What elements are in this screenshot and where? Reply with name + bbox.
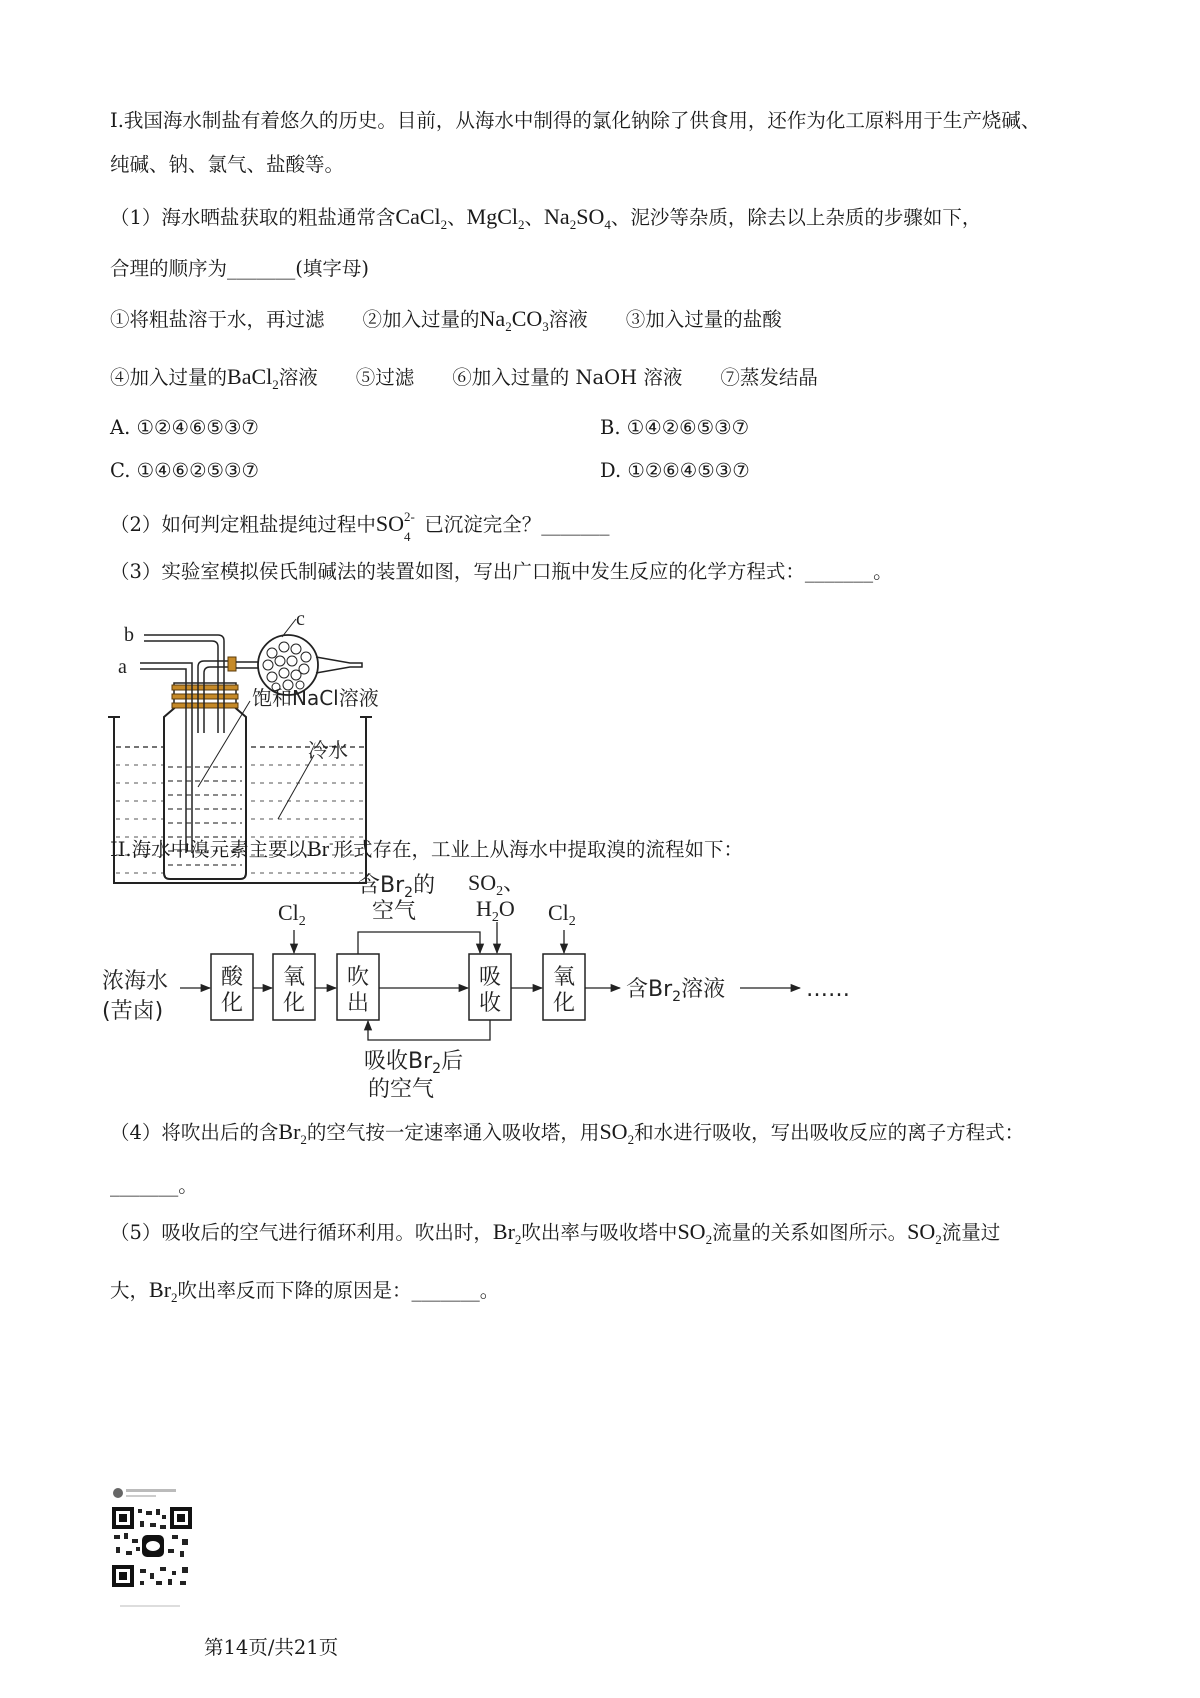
label-a: a bbox=[118, 656, 127, 678]
formula-so4-2minus: SO 2- 4 bbox=[375, 509, 415, 544]
option-c: C. ①④⑥②⑤③⑦ bbox=[110, 459, 259, 482]
flow-ellipsis: …… bbox=[806, 977, 850, 1002]
cl2-label-2: $Cl_2$ bbox=[548, 900, 576, 929]
q1-prefix: （1）海水晒盐获取的粗盐通常含 bbox=[110, 206, 396, 229]
box-oxidize-2-char-1: 氧 bbox=[553, 965, 576, 990]
source-line-2: (苦卤) bbox=[102, 999, 164, 1024]
step-1: ①将粗盐溶于水，再过滤 bbox=[110, 308, 325, 331]
option-b: B. ①④②⑥⑤③⑦ bbox=[600, 416, 750, 439]
part2-stem: II.海水中溴元素主要以Br-形式存在，工业上从海水中提取溴的流程如下： bbox=[110, 835, 743, 861]
formula-br2: $Br_2$ bbox=[278, 1119, 307, 1147]
top-air-line-2: 空气 bbox=[372, 899, 417, 924]
label-nacl-solution: 饱和NaCl溶液 bbox=[252, 686, 379, 710]
top-air-line-1: 含$Br_2$的 bbox=[358, 873, 436, 901]
q5-stem: （5）吸收后的空气进行循环利用。吹出时，$Br_2$吹出率与吸收塔中$SO_2$流量的关系如图所示。$SO_2$流量过 bbox=[110, 1219, 1001, 1247]
q1-suffix: 、泥沙等杂质，除去以上杂质的步骤如下， bbox=[610, 206, 982, 229]
box-acidify-char-2: 化 bbox=[221, 991, 244, 1016]
cl2-label-1: $Cl_2$ bbox=[278, 900, 306, 929]
step-6: ⑥加入过量的 NaOH 溶液 bbox=[452, 366, 683, 389]
box-absorb-char-1: 吸 bbox=[479, 965, 502, 990]
label-c: c bbox=[296, 608, 305, 630]
source-line-1: 浓海水 bbox=[102, 969, 169, 994]
box-absorb-char-2: 收 bbox=[479, 991, 502, 1016]
q1-line-2: 合理的顺序为_______(填字母) bbox=[110, 257, 369, 280]
q1-steps-row-2 bbox=[110, 363, 818, 392]
label-cold-water: 冷水 bbox=[308, 738, 348, 762]
box-oxidize-1-char-2: 化 bbox=[283, 991, 306, 1016]
q3-stem: （3）实验室模拟侯氏制碱法的装置如图，写出广口瓶中发生反应的化学方程式：_______。 bbox=[110, 560, 893, 583]
q1-steps-row-1 bbox=[110, 305, 782, 334]
q4-stem: （4）将吹出后的含$Br_2$的空气按一定速率通入吸收塔，用$SO_2$和水进行吸收，写出吸收反应的离子方程式： bbox=[110, 1119, 1025, 1147]
step-5: ⑤过滤 bbox=[355, 366, 415, 389]
bottom-air-line-2: 的空气 bbox=[368, 1077, 435, 1102]
step-3: ③加入过量的盐酸 bbox=[625, 308, 782, 331]
formula-cacl2: CaCl$_2$ bbox=[395, 204, 448, 232]
intro-line-2: 纯碱、钠、氯气、盐酸等。 bbox=[110, 153, 345, 176]
product-label: 含$Br_2$溶液 bbox=[626, 977, 726, 1005]
q4-line-2: _______。 bbox=[110, 1174, 198, 1197]
formula-br-minus: Br- bbox=[307, 835, 334, 861]
formula-so2: $SO_2$ bbox=[599, 1119, 635, 1147]
formula-mgcl2: MgCl$_2$ bbox=[466, 204, 525, 232]
qr-code-image bbox=[110, 1481, 194, 1635]
box-oxidize-2-char-2: 化 bbox=[553, 991, 576, 1016]
q2-stem: （2）如何判定粗盐提纯过程中SO 2- 4 已沉淀完全？_______ bbox=[110, 509, 610, 544]
step-4: ④加入过量的BaCl$_2$溶液 bbox=[110, 364, 318, 392]
q1-stem: （1）海水晒盐获取的粗盐通常含CaCl$_2$、MgCl$_2$、$Na_2SO_4$、泥沙等杂质，除去以上杂质的步骤如下， bbox=[110, 204, 982, 232]
intro-line-1: I.我国海水制盐有着悠久的历史。目前，从海水中制得的氯化钠除了供食用，还作为化工原料用于生产烧碱、 bbox=[110, 109, 1041, 132]
step-7: ⑦蒸发结晶 bbox=[720, 366, 818, 389]
page-number: 第14页/共21页 bbox=[204, 1636, 339, 1659]
box-acidify-char-1: 酸 bbox=[221, 965, 244, 990]
q5-line-2: 大，$Br_2$吹出率反而下降的原因是：_______。 bbox=[110, 1277, 500, 1305]
step-2: ②加入过量的$Na_2CO_3$溶液 bbox=[362, 306, 588, 334]
bromine-flow-diagram bbox=[100, 868, 880, 1108]
formula-na2so4: $Na_2SO_4$ bbox=[544, 204, 611, 232]
so2-label: $SO_2$、 bbox=[468, 870, 526, 899]
label-b: b bbox=[124, 624, 134, 646]
box-blow-out-char-1: 吹 bbox=[347, 965, 370, 990]
h2o-label: $H_2O$ bbox=[476, 896, 515, 925]
bottom-air-line-1: 吸收$Br_2$后 bbox=[364, 1049, 464, 1077]
box-oxidize-1-char-1: 氧 bbox=[283, 965, 306, 990]
box-blow-out-char-2: 出 bbox=[347, 991, 370, 1016]
option-a: A. ①②④⑥⑤③⑦ bbox=[110, 416, 259, 439]
option-d: D. ①②⑥④⑤③⑦ bbox=[600, 459, 750, 482]
